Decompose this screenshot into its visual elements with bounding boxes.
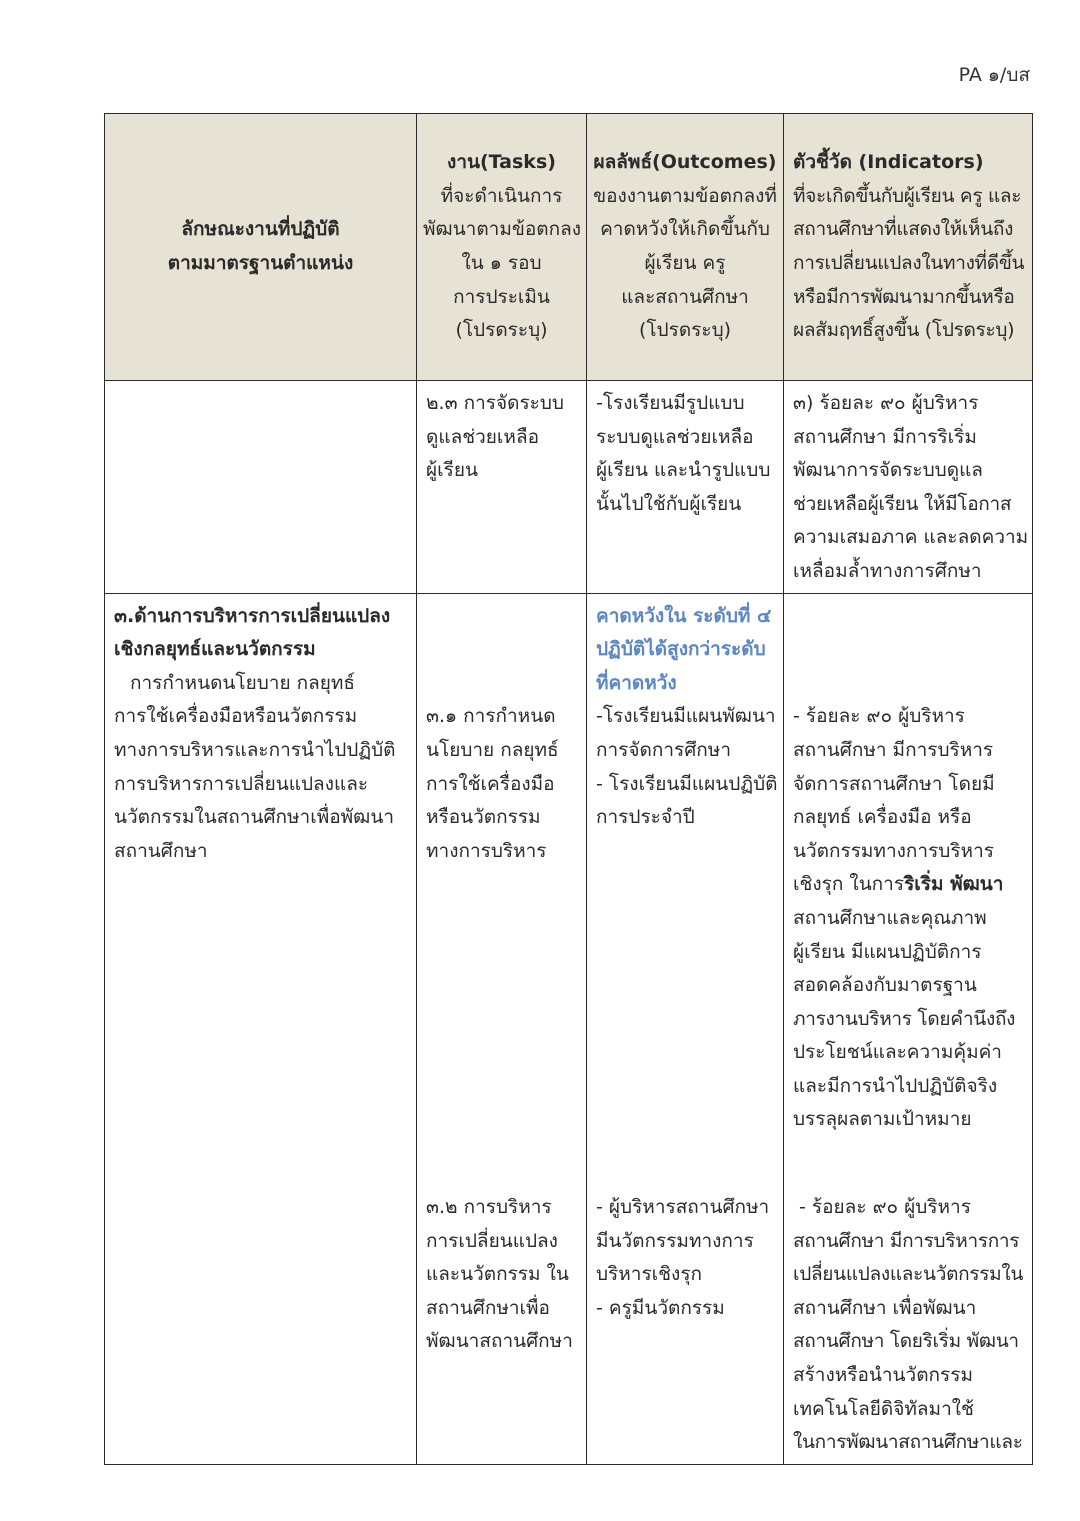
indicator-line: ภารงานบริหาร โดยคำนึงถึง [793, 1007, 1016, 1030]
header-indicators-line: ที่จะเกิดขึ้นกับผู้เรียน ครู และ [793, 184, 1022, 207]
header-outcomes-line: คาดหวังให้เกิดขึ้นกับ [600, 218, 770, 241]
indicator-line: สร้างหรือนำนวัตกรรม [793, 1364, 973, 1387]
indicator-line [793, 868, 1024, 902]
outcome-line: - ครูมีนวัตกรรม [596, 1296, 725, 1319]
indicator-line: และมีการนำไปปฏิบัติจริง [793, 1074, 998, 1097]
task-line: ทางการบริหาร [426, 839, 547, 862]
row1-indicator-cell [784, 381, 1033, 594]
outcome-line: -โรงเรียนมีแผนพัฒนา [596, 705, 776, 728]
indicator-line: ๓) ร้อยละ ๙๐ ผู้บริหาร [793, 392, 979, 414]
expectation-note: ที่คาดหวัง [596, 671, 677, 694]
indicator-line: จัดการสถานศึกษา โดยมี [793, 772, 995, 795]
outcome-line: การจัดการศึกษา [596, 738, 731, 761]
indicator-emphasis: ริเริ่ม พัฒนา [904, 873, 1004, 896]
indicator-line: สถานศึกษา มีการริเริ่ม [793, 425, 977, 448]
outcome-line: บริหารเชิงรุก [596, 1263, 703, 1286]
indicator-text: เชิงรุก ในการ [793, 873, 905, 896]
header-outcomes-title: ผลลัพธ์(Outcomes) [593, 151, 777, 174]
task-line: ๓.๒ การบริหาร [426, 1196, 552, 1219]
indicator-line: ประโยชน์และความคุ้มค่า [793, 1041, 1002, 1064]
row2-indicator-cell [784, 593, 1033, 1464]
row2-standard-cell [105, 593, 417, 1464]
header-job-standard [105, 114, 417, 381]
header-indicators-line: หรือมีการพัฒนามากขึ้นหรือ [793, 285, 1015, 308]
outcome-line: -โรงเรียนมีรูปแบบ [596, 392, 745, 414]
indicator-line: สถานศึกษา มีการบริหาร [793, 738, 994, 761]
outcome-line: ผู้เรียน และนำรูปแบบ [596, 459, 771, 482]
row1-standard-cell [105, 381, 417, 594]
outcome-line: มีนวัตกรรมทางการ [596, 1229, 754, 1252]
indicator-line: สถานศึกษา เพื่อพัฒนา [793, 1296, 977, 1319]
indicator-line: ช่วยเหลือผู้เรียน ให้มีโอกาส [793, 492, 1012, 515]
section-title: เชิงกลยุทธ์และนวัตกรรม [114, 638, 316, 661]
indicator-line: สถานศึกษา มีการบริหารการ [793, 1229, 1020, 1252]
row1-task-cell [417, 381, 587, 594]
indicator-line: สถานศึกษา โดยริเริ่ม พัฒนา [793, 1330, 1019, 1353]
indicator-line: บรรลุผลตามเป้าหมาย [793, 1108, 972, 1131]
outcome-line: - โรงเรียนมีแผนปฏิบัติ [596, 772, 778, 795]
table-row [105, 381, 1033, 594]
header-outcomes [587, 114, 784, 381]
outcome-line: นั้นไปใช้กับผู้เรียน [596, 492, 742, 515]
section-title: ๓.ด้านการบริหารการเปลี่ยนแปลง [114, 604, 391, 627]
indicator-line: กลยุทธ์ เครื่องมือ หรือ [793, 806, 972, 829]
outcome-line: การประจำปี [596, 806, 695, 829]
header-col1-line: ลักษณะงานที่ปฏิบัติ [181, 218, 340, 241]
header-outcomes-line: ของงานตามข้อตกลงที่ [593, 184, 777, 207]
header-tasks-line: การประเมิน [453, 285, 550, 308]
indicator-line: นวัตกรรมทางการบริหาร [793, 839, 994, 862]
header-outcomes-line: ผู้เรียน ครู [644, 252, 726, 274]
header-outcomes-line: และสถานศึกษา [621, 285, 749, 308]
outcome-line: ระบบดูแลช่วยเหลือ [596, 425, 754, 448]
task-line: พัฒนาสถานศึกษา [426, 1330, 573, 1353]
header-col1-line: ตามมาตรฐานตำแหน่ง [167, 252, 354, 274]
task-line: ดูแลช่วยเหลือ [426, 425, 539, 448]
section-body-line: การใช้เครื่องมือหรือนวัตกรรม [114, 705, 358, 728]
indicator-line: เหลื่อมล้ำทางการศึกษา [793, 559, 982, 582]
table-row [105, 593, 1033, 1464]
header-outcomes-line: (โปรดระบุ) [638, 319, 732, 342]
outcome-line: - ผู้บริหารสถานศึกษา [596, 1196, 770, 1219]
indicator-line: เปลี่ยนแปลงและนวัตกรรมใน [793, 1263, 1024, 1286]
task-line: และนวัตกรรม ใน [426, 1263, 569, 1286]
task-line: สถานศึกษาเพื่อ [426, 1296, 550, 1319]
row2-outcome-cell [587, 593, 784, 1464]
expectation-note: คาดหวังใน ระดับที่ ๔ [596, 604, 772, 627]
task-line: หรือนวัตกรรม [426, 806, 541, 829]
indicator-line: - ร้อยละ ๙๐ ผู้บริหาร [793, 1196, 971, 1219]
indicator-line: ความเสมอภาค และลดความ [793, 526, 1029, 549]
indicator-line: สอดคล้องกับมาตรฐาน [793, 974, 977, 997]
section-body-line: สถานศึกษา [114, 839, 208, 862]
indicator-line: - ร้อยละ ๙๐ ผู้บริหาร [793, 705, 965, 728]
header-tasks-line: ใน ๑ รอบ [461, 252, 542, 274]
indicator-line: พัฒนาการจัดระบบดูแล [793, 459, 983, 482]
header-indicators-line: การเปลี่ยนแปลงในทางที่ดีขึ้น [793, 252, 1025, 274]
task-line: นโยบาย กลยุทธ์ [426, 738, 559, 761]
row2-task-cell [417, 593, 587, 1464]
indicator-line: สถานศึกษาและคุณภาพ [793, 906, 987, 929]
header-indicators-line: ผลสัมฤทธิ์สูงขึ้น (โปรดระบุ) [793, 319, 1015, 342]
row1-outcome-cell [587, 381, 784, 594]
indicator-line: ในการพัฒนาสถานศึกษาและ [793, 1431, 1023, 1454]
header-indicators-title: ตัวชี้วัด (Indicators) [793, 151, 984, 174]
header-tasks-line: (โปรดระบุ) [455, 319, 548, 342]
header-tasks-title: งาน(Tasks) [447, 151, 556, 174]
header-indicators [784, 114, 1033, 381]
task-line: ๓.๑ การกำหนด [426, 705, 556, 728]
page-code: PA ๑/บส [958, 64, 1030, 86]
task-line: ๒.๓ การจัดระบบ [426, 392, 564, 414]
header-row [105, 114, 1033, 381]
performance-agreement-table [104, 113, 1033, 1465]
section-body-line: ทางการบริหารและการนำไปปฏิบัติ [114, 738, 396, 761]
task-line: การใช้เครื่องมือ [426, 772, 555, 795]
header-tasks [417, 114, 587, 381]
header-indicators-line: สถานศึกษาที่แสดงให้เห็นถึง [793, 218, 1014, 241]
indicator-line: เทคโนโลยีดิจิทัลมาใช้ [793, 1397, 974, 1420]
header-tasks-line: พัฒนาตามข้อตกลง [423, 218, 582, 241]
section-body-line: การกำหนดนโยบาย กลยุทธ์ [130, 671, 356, 694]
expectation-note: ปฏิบัติได้สูงกว่าระดับ [596, 638, 766, 661]
indicator-line: ผู้เรียน มีแผนปฏิบัติการ [793, 940, 982, 963]
header-tasks-line: ที่จะดำเนินการ [440, 184, 563, 207]
section-body-line: นวัตกรรมในสถานศึกษาเพื่อพัฒนา [114, 806, 394, 829]
task-line: การเปลี่ยนแปลง [426, 1229, 558, 1252]
section-body-line: การบริหารการเปลี่ยนแปลงและ [114, 772, 369, 795]
task-line: ผู้เรียน [426, 459, 478, 482]
